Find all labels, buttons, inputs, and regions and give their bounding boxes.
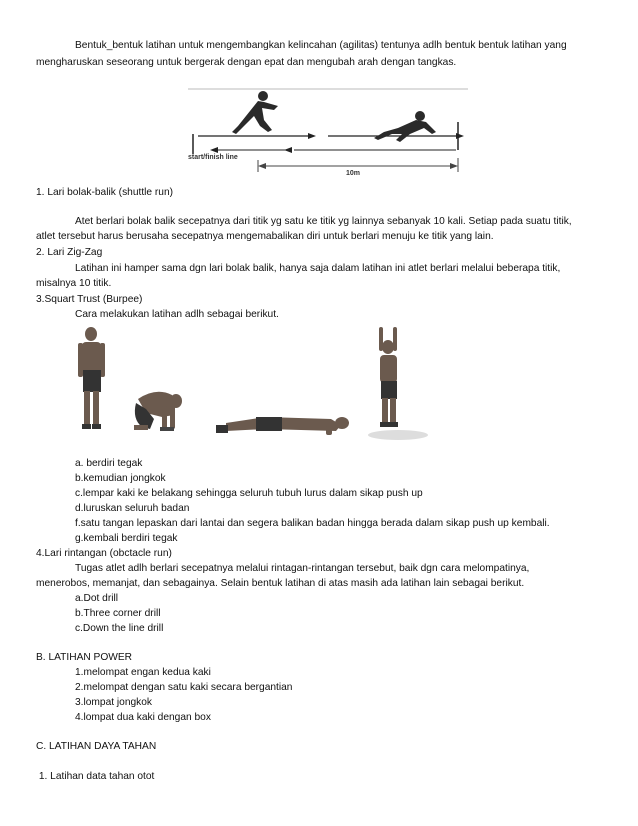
- drill-item-c: c.Down the line drill: [75, 623, 164, 634]
- intro-line-1: Bentuk_bentuk latihan untuk mengembangkan kelincahan (agilitas) tentunya adlh bentuk bentuk latihan yang: [75, 40, 567, 51]
- power-heading: B. LATIHAN POWER: [36, 652, 133, 663]
- drill-item-a: a.Dot drill: [75, 593, 119, 604]
- intro-line-2: mengharuskan seseorang untuk bergerak dengan epat dan mengubah arah dengan tangkas.: [36, 57, 457, 68]
- burpee-intro: Cara melakukan latihan adlh sebagai berikut.: [75, 309, 279, 320]
- burpee-step-b: b.kemudian jongkok: [75, 473, 166, 484]
- zigzag-text-2: misalnya 10 titik.: [36, 278, 112, 289]
- zigzag-text-1: Latihan ini hamper sama dgn lari bolak balik, hanya saja dalam latihan ini atlet berlari melalui beberapa titik,: [75, 263, 561, 274]
- shuttle-text-1: Atet berlari bolak balik secepatnya dari titik yg satu ke titik yg lainnya sebanyak 10 kali. Setiap pada suatu titik,: [75, 216, 572, 227]
- power-item-2: 2.melompat dengan satu kaki secara bergantian: [75, 682, 293, 693]
- power-item-1: 1.melompat engan kedua kaki: [75, 667, 211, 678]
- power-item-4: 4.lompat dua kaki dengan box: [75, 712, 211, 723]
- burpee-figure: [76, 325, 436, 445]
- zigzag-heading: 2. Lari Zig-Zag: [36, 247, 103, 258]
- shuttle-text-2: atlet tersebut harus berusaha secepatnya mengemabalikan diri untuk berlari menuju ke titik yang lain.: [36, 231, 494, 242]
- burpee-step-f: f.satu tangan lepaskan dari lantai dan segera balikan badan hingga berada dalam sikap push up kembali.: [75, 518, 550, 529]
- burpee-step-a: a. berdiri tegak: [75, 458, 143, 469]
- start-finish-label: start/finish line: [188, 154, 238, 161]
- distance-label: 10m: [346, 170, 361, 177]
- drill-item-b: b.Three corner drill: [75, 608, 161, 619]
- shuttle-heading: 1. Lari bolak-balik (shuttle run): [36, 187, 174, 198]
- power-item-3: 3.lompat jongkok: [75, 697, 153, 708]
- obstacle-heading: 4.Lari rintangan (obctacle run): [36, 548, 172, 559]
- burpee-step-c: c.lempar kaki ke belakang sehingga seluruh tubuh lurus dalam sikap push up: [75, 488, 423, 499]
- endurance-item-1: 1. Latihan data tahan otot: [36, 771, 155, 782]
- burpee-step-g: g.kembali berdiri tegak: [75, 533, 178, 544]
- shuttle-run-figure: [188, 88, 468, 178]
- obstacle-text-1: Tugas atlet adlh berlari secepatnya melalui rintagan-rintangan tersebut, baik dgn cara melompatinya,: [75, 563, 530, 574]
- obstacle-text-2: menerobos, memanjat, dan sebagainya. Selain bentuk latihan di atas masih ada latihan lain sebagai berikut.: [36, 578, 525, 589]
- endurance-heading: C. LATIHAN DAYA TAHAN: [36, 741, 157, 752]
- burpee-step-d: d.luruskan seluruh badan: [75, 503, 190, 514]
- burpee-heading: 3.Squart Trust (Burpee): [36, 294, 143, 305]
